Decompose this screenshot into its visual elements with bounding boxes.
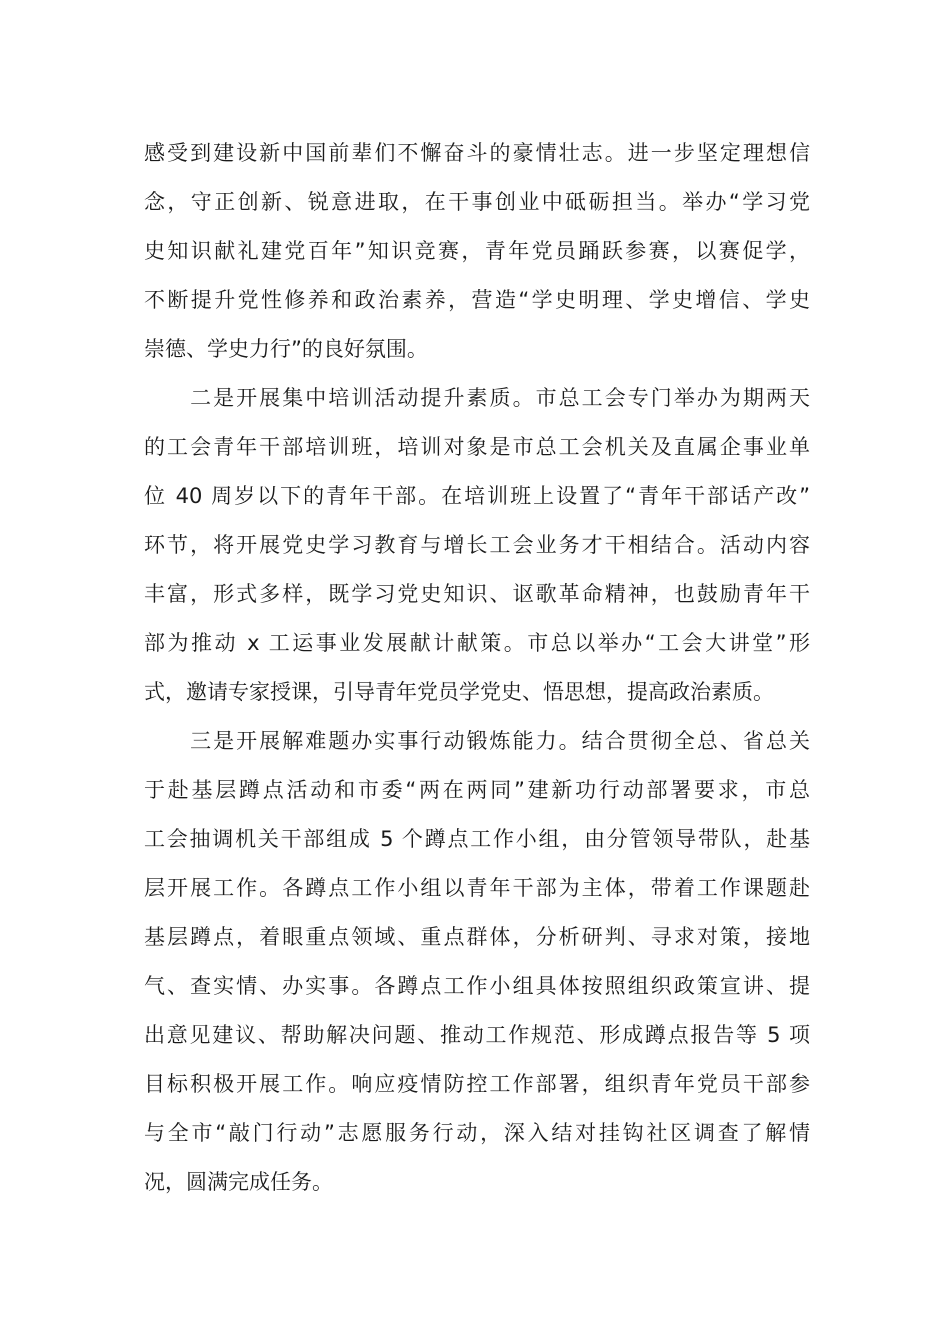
text-line: 史知识献礼建党百年”知识竞赛，青年党员踊跃参赛，以赛促学， (144, 239, 810, 263)
text-line: 三是开展解难题办实事行动锻炼能力。结合贯彻全总、省总关 (144, 729, 810, 753)
text-line: 二是开展集中培训活动提升素质。市总工会专门举办为期两天 (144, 386, 810, 410)
text-line: 崇德、学史力行”的良好氛围。 (144, 337, 428, 361)
text-line: 念，守正创新、锐意进取，在干事创业中砥砺担当。举办“学习党 (144, 190, 810, 214)
text-line: 丰富，形式多样，既学习党史知识、讴歌革命精神，也鼓励青年干 (144, 582, 810, 606)
paragraph-1 (144, 129, 810, 374)
document-body (144, 129, 810, 1207)
text-line: 的工会青年干部培训班，培训对象是市总工会机关及直属企事业单 (144, 435, 810, 459)
text-line: 感受到建设新中国前辈们不懈奋斗的豪情壮志。进一步坚定理想信 (144, 141, 810, 165)
text-line: 目标积极开展工作。响应疫情防控工作部署，组织青年党员干部参 (144, 1072, 810, 1096)
text-line: 况，圆满完成任务。 (144, 1170, 333, 1194)
paragraph-2 (144, 374, 810, 717)
paragraph-3 (144, 717, 810, 1207)
text-line: 环节，将开展党史学习教育与增长工会业务才干相结合。活动内容 (144, 533, 810, 557)
text-line: 位 40 周岁以下的青年干部。在培训班上设置了“青年干部话产改” (144, 484, 810, 508)
text-line: 层开展工作。各蹲点工作小组以青年干部为主体，带着工作课题赴 (144, 876, 810, 900)
text-line: 部为推动 x 工运事业发展献计献策。市总以举办“工会大讲堂”形 (144, 631, 810, 655)
text-line: 不断提升党性修养和政治素养，营造“学史明理、学史增信、学史 (144, 288, 810, 312)
text-line: 式，邀请专家授课，引导青年党员学党史、悟思想，提高政治素质。 (144, 680, 774, 704)
text-line: 气、查实情、办实事。各蹲点工作小组具体按照组织政策宣讲、提 (144, 974, 810, 998)
text-line: 工会抽调机关干部组成 5 个蹲点工作小组，由分管领导带队，赴基 (144, 827, 810, 851)
text-line: 基层蹲点，着眼重点领域、重点群体，分析研判、寻求对策，接地 (144, 925, 810, 949)
text-line: 与全市“敲门行动”志愿服务行动，深入结对挂钩社区调查了解情 (144, 1121, 810, 1145)
text-line: 于赴基层蹲点活动和市委“两在两同”建新功行动部署要求，市总 (144, 778, 810, 802)
text-line: 出意见建议、帮助解决问题、推动工作规范、形成蹲点报告等 5 项 (144, 1023, 810, 1047)
